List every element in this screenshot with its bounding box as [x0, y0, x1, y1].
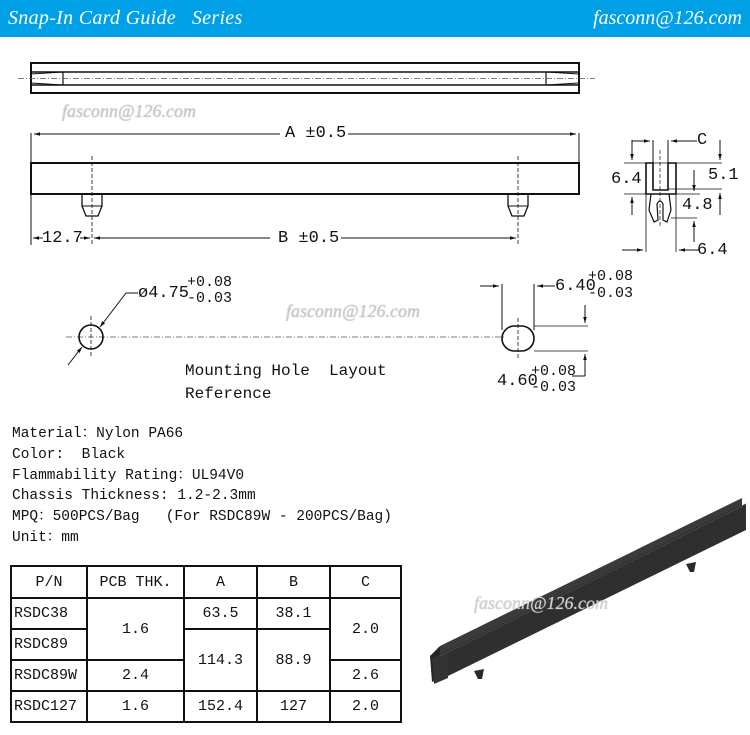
cell-a: 114.3: [184, 629, 257, 691]
round-hole-tol-minus: -0.03: [187, 290, 233, 307]
watermark-middle: fasconn@126.com: [286, 301, 421, 321]
slot-depth-label: 5.1: [708, 166, 739, 185]
watermark-top: fasconn@126.com: [62, 101, 197, 121]
slot-width-dim-label: 4.60: [497, 372, 538, 391]
cell-b: 127: [257, 691, 330, 722]
header-email: fasconn@126.com: [593, 7, 742, 29]
cell-a: 152.4: [184, 691, 257, 722]
product-photo: [410, 470, 750, 690]
width-label: 6.4: [697, 241, 728, 260]
card-guide-rail-image: [430, 498, 746, 684]
cell-pcb-thk: 1.6: [87, 691, 184, 722]
round-hole-diameter: ø4.75: [138, 284, 190, 303]
cell-pcb-thk: 2.4: [87, 660, 184, 691]
cell-pcb-thk: 1.6: [87, 598, 184, 660]
slot-width-tol-plus: +0.08: [531, 363, 577, 380]
table-row: [11, 598, 401, 629]
cell-c: 2.6: [330, 660, 401, 691]
round-hole-tol-plus: +0.08: [187, 274, 233, 291]
header-pcb-thk: PCB THK.: [87, 566, 184, 598]
slot-length-tol-minus: -0.03: [588, 285, 634, 302]
cell-pn: RSDC89W: [11, 660, 87, 691]
top-view: [18, 63, 595, 93]
height-label: 6.4: [611, 170, 642, 189]
cell-b: 38.1: [257, 598, 330, 629]
header-c: C: [330, 566, 401, 598]
slot-width-tol-minus: -0.03: [531, 379, 577, 396]
slot-width-label: C: [697, 131, 708, 150]
spec-material: Material：Nylon PA66: [12, 426, 184, 442]
table-header-row: [11, 566, 401, 598]
cell-pn: RSDC89: [11, 629, 87, 660]
spec-unit: Unit：mm: [12, 529, 79, 546]
spec-chassis-thickness: Chassis Thickness: 1.2-2.3mm: [12, 488, 256, 505]
cell-a: 63.5: [184, 598, 257, 629]
mounting-caption-line1: Mounting Hole Layout: [185, 362, 387, 380]
cell-b: 88.9: [257, 629, 330, 691]
cell-c: 2.0: [330, 598, 401, 660]
peg-spacing-label: B ±0.5: [278, 229, 340, 248]
header-a: A: [184, 566, 257, 598]
cell-c: 2.0: [330, 691, 401, 722]
spec-color: Color: Black: [12, 446, 126, 463]
mounting-caption-line2: Reference: [185, 385, 272, 403]
header-pn: P/N: [11, 566, 87, 598]
end-offset-label: 12.7: [42, 229, 83, 248]
spec-mpq: MPQ：500PCS/Bag (For RSDC89W - 200PCS/Bag): [12, 509, 392, 526]
slot-length-tol-plus: +0.08: [588, 268, 634, 285]
overall-length-label: A ±0.5: [285, 124, 347, 143]
watermark-photo: fasconn@126.com: [474, 593, 609, 613]
part-number-table: [10, 565, 402, 723]
slot-length-label: 6.40: [555, 277, 596, 296]
spec-flammability: Flammability Rating：UL94V0: [12, 467, 245, 484]
page-title: Snap-In Card Guide Series: [8, 7, 243, 29]
header-b: B: [257, 566, 330, 598]
spec-list: [12, 424, 392, 549]
clip-label: 4.8: [682, 196, 713, 215]
table-row: [11, 691, 401, 722]
cell-pn: RSDC127: [11, 691, 87, 722]
cell-pn: RSDC38: [11, 598, 87, 629]
